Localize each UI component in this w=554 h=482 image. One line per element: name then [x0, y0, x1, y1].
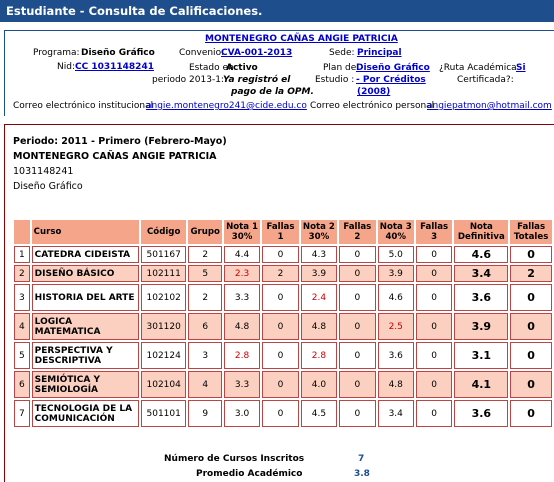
cell-codigo: 102124: [141, 342, 187, 369]
cell-fallas3: 0: [416, 284, 453, 311]
cell-fallas-totales: 0: [510, 246, 552, 263]
cell-fallas1: 0: [262, 400, 299, 427]
cell-fallas-totales: 0: [510, 284, 552, 311]
col-index-header: [14, 220, 30, 244]
convenio-label: Convenio:: [179, 48, 225, 58]
cell-fallas2: 0: [339, 371, 376, 398]
cell-grupo: 5: [188, 265, 221, 282]
email-inst-link[interactable]: angie.montenegro241@cide.edu.co: [146, 101, 307, 111]
convenio-link[interactable]: CVA-001-2013: [221, 48, 293, 58]
table-row: [14, 265, 552, 282]
cell-definitiva: 3.1: [454, 342, 508, 369]
cell-curso: TECNOLOGIA DE LA COMUNICACIÓN: [32, 400, 139, 427]
table-header-row: [14, 220, 552, 244]
cell-nota3: 3.9: [378, 265, 414, 282]
cell-nota1: 2.3: [224, 265, 260, 282]
cell-codigo: 301120: [141, 313, 187, 340]
col-nota3-header: Nota 3 40%: [378, 220, 414, 244]
cell-index: 7: [14, 400, 30, 427]
cell-curso: DISEÑO BÁSICO: [32, 265, 139, 282]
cell-definitiva: 3.6: [454, 284, 508, 311]
table-row: [14, 313, 552, 340]
col-definitiva-header: Nota Definitiva: [454, 220, 508, 244]
cell-fallas-totales: 0: [510, 313, 552, 340]
estudio-year-link[interactable]: (2008): [357, 87, 391, 97]
cell-fallas3: 0: [416, 371, 453, 398]
cell-nota2: 3.9: [301, 265, 337, 282]
period-student-id: 1031148241: [13, 166, 74, 177]
cell-codigo: 102104: [141, 371, 187, 398]
table-row: [14, 246, 552, 263]
cell-fallas1: 0: [262, 371, 299, 398]
ruta-link[interactable]: Si: [516, 63, 526, 73]
programa-label: Programa:: [33, 48, 80, 58]
cell-grupo: 2: [188, 246, 221, 263]
sede-link[interactable]: Principal: [357, 48, 402, 58]
cell-nota2: 2.8: [301, 342, 337, 369]
cell-index: 6: [14, 371, 30, 398]
cell-definitiva: 3.9: [454, 313, 508, 340]
cell-nota3: 3.4: [378, 400, 414, 427]
estado-label: Estado en: [189, 63, 234, 73]
cell-curso: PERSPECTIVA Y DESCRIPTIVA: [32, 342, 139, 369]
grades-body: [14, 246, 552, 427]
table-row: [14, 371, 552, 398]
cell-fallas2: 0: [339, 284, 376, 311]
periodo-note-2: pago de la OPM.: [231, 87, 314, 97]
cursos-inscritos-value: 7: [358, 454, 365, 464]
cell-nota3: 2.5: [378, 313, 414, 340]
cell-fallas3: 0: [416, 246, 453, 263]
cell-grupo: 6: [188, 313, 221, 340]
nid-label: Nid:: [57, 62, 75, 72]
grades-table: [12, 218, 554, 429]
cell-fallas2: 0: [339, 246, 376, 263]
cell-grupo: 4: [188, 371, 221, 398]
page-title: Estudiante - Consulta de Calificaciones.: [0, 0, 554, 22]
cell-index: 4: [14, 313, 30, 340]
cell-index: 3: [14, 284, 30, 311]
cell-fallas3: 0: [416, 313, 453, 340]
plan-label: Plan de: [323, 63, 357, 73]
period-label: Periodo: 2011 - Primero (Febrero-Mayo): [13, 136, 227, 147]
cell-nota1: 2.8: [224, 342, 260, 369]
cell-codigo: 102102: [141, 284, 187, 311]
col-curso-header: Curso: [32, 220, 139, 244]
email-pers-label: Correo electrónico personal: [310, 101, 435, 111]
cell-curso: SEMIÓTICA Y SEMIOLOGÍA: [32, 371, 139, 398]
cell-grupo: 9: [188, 400, 221, 427]
nid-link[interactable]: CC 1031148241: [75, 62, 154, 72]
cell-nota2: 4.0: [301, 371, 337, 398]
cell-codigo: 501167: [141, 246, 187, 263]
estudio-label: Estudio :: [315, 75, 355, 85]
cell-fallas-totales: 0: [510, 342, 552, 369]
cell-codigo: 102111: [141, 265, 187, 282]
cell-nota1: 3.0: [224, 400, 260, 427]
cell-fallas1: 2: [262, 265, 299, 282]
sede-label: Sede:: [329, 48, 355, 58]
promedio-value: 3.8: [354, 469, 370, 479]
student-name-link[interactable]: MONTENEGRO CAÑAS ANGIE PATRICIA: [205, 34, 398, 44]
cell-nota2: 2.4: [301, 284, 337, 311]
cell-fallas-totales: 2: [510, 265, 552, 282]
cell-definitiva: 4.6: [454, 246, 508, 263]
cell-grupo: 3: [188, 342, 221, 369]
col-fallas1-header: Fallas 1: [262, 220, 299, 244]
cell-definitiva: 3.6: [454, 400, 508, 427]
period-student-name: MONTENEGRO CAÑAS ANGIE PATRICIA: [13, 151, 217, 162]
col-nota1-header: Nota 1 30%: [224, 220, 260, 244]
cell-grupo: 2: [188, 284, 221, 311]
cell-fallas3: 0: [416, 342, 453, 369]
estado-value: Activo: [226, 63, 258, 73]
promedio-label: Promedio Académico: [196, 469, 303, 479]
cell-nota3: 3.6: [378, 342, 414, 369]
cell-nota2: 4.8: [301, 313, 337, 340]
cell-nota2: 4.5: [301, 400, 337, 427]
table-row: [14, 284, 552, 311]
certificada-label: Certificada?:: [457, 75, 514, 85]
col-fallas3-header: Fallas 3: [416, 220, 453, 244]
cell-curso: LOGICA MATEMATICA: [32, 313, 139, 340]
periodo-label: periodo 2013-1:: [152, 75, 224, 85]
cell-nota2: 4.3: [301, 246, 337, 263]
estudio-link[interactable]: - Por Créditos: [356, 75, 426, 85]
periodo-note-1: Ya registró el: [223, 75, 291, 85]
plan-link[interactable]: Diseño Gráfico: [356, 63, 430, 73]
cell-fallas2: 0: [339, 313, 376, 340]
programa-value: Diseño Gráfico: [81, 48, 155, 58]
cell-index: 1: [14, 246, 30, 263]
cell-definitiva: 4.1: [454, 371, 508, 398]
cell-fallas1: 0: [262, 284, 299, 311]
cell-index: 5: [14, 342, 30, 369]
cell-fallas1: 0: [262, 342, 299, 369]
table-row: [14, 400, 552, 427]
student-info-panel: [4, 30, 554, 116]
col-grupo-header: Grupo: [188, 220, 221, 244]
cell-fallas3: 0: [416, 265, 453, 282]
cell-nota3: 4.6: [378, 284, 414, 311]
cell-fallas2: 0: [339, 342, 376, 369]
cell-fallas2: 0: [339, 265, 376, 282]
table-row: [14, 342, 552, 369]
cell-nota1: 3.3: [224, 284, 260, 311]
col-codigo-header: Código: [141, 220, 187, 244]
email-inst-label: Correo electrónico institucional: [13, 101, 154, 111]
cell-fallas2: 0: [339, 400, 376, 427]
cell-nota1: 4.4: [224, 246, 260, 263]
cell-index: 2: [14, 265, 30, 282]
col-fallas2-header: Fallas 2: [339, 220, 376, 244]
cell-fallas-totales: 0: [510, 400, 552, 427]
cell-definitiva: 3.4: [454, 265, 508, 282]
cell-fallas1: 0: [262, 246, 299, 263]
cell-fallas1: 0: [262, 313, 299, 340]
cell-curso: HISTORIA DEL ARTE: [32, 284, 139, 311]
email-pers-link[interactable]: angiepatmon@hotmail.com: [427, 101, 552, 111]
cell-nota1: 4.8: [224, 313, 260, 340]
cell-nota3: 4.8: [378, 371, 414, 398]
cell-fallas3: 0: [416, 400, 453, 427]
cursos-inscritos-label: Número de Cursos Inscritos: [164, 454, 305, 464]
ruta-label: ¿Ruta Académica: [439, 63, 517, 73]
period-program: Diseño Gráfico: [13, 181, 83, 192]
cell-nota1: 3.3: [224, 371, 260, 398]
cell-codigo: 501101: [141, 400, 187, 427]
cell-nota3: 5.0: [378, 246, 414, 263]
cell-curso: CATEDRA CIDEISTA: [32, 246, 139, 263]
col-fallas-totales-header: Fallas Totales: [510, 220, 552, 244]
cell-fallas-totales: 0: [510, 371, 552, 398]
col-nota2-header: Nota 2 30%: [301, 220, 337, 244]
